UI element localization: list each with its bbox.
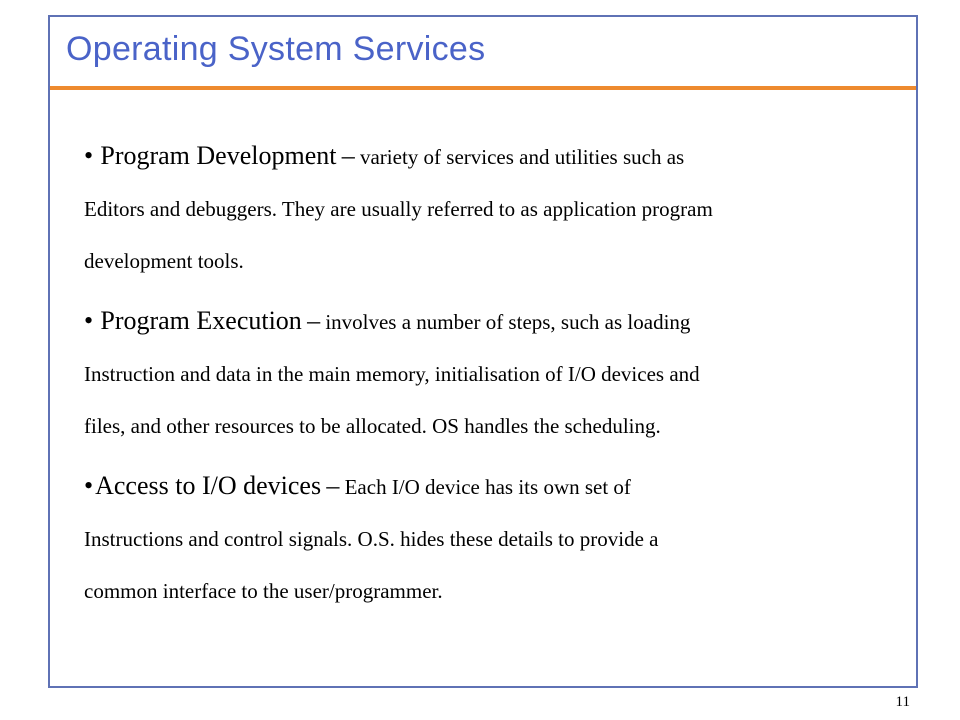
bullet-first-line [84, 295, 894, 348]
bullet-line: common interface to the user/programmer. [84, 579, 443, 603]
bullet-dash: – [341, 141, 355, 170]
bullet-program-development [84, 130, 894, 287]
bullet-access-io-devices [84, 460, 894, 617]
bullet-marker: • [84, 306, 94, 335]
slide-title: Operating System Services [66, 30, 486, 68]
bullet-marker: • [84, 471, 94, 500]
bullet-program-execution [84, 295, 894, 452]
page-number: 11 [895, 694, 910, 710]
bullet-marker: • [84, 141, 94, 170]
bullet-heading: Program Execution [100, 306, 302, 335]
bullet-heading: Program Development [100, 141, 337, 170]
bullet-text: involves a number of steps, such as loading [325, 310, 691, 334]
bullet-text: variety of services and utilities such as [359, 145, 685, 169]
bullet-text: Each I/O device has its own set of [344, 475, 631, 499]
title-underline [50, 86, 916, 90]
bullet-dash: – [307, 306, 321, 335]
slide-body [84, 130, 894, 625]
bullet-line: development tools. [84, 249, 244, 273]
bullet-dash: – [326, 471, 340, 500]
bullet-line: files, and other resources to be allocated. OS handles the scheduling. [84, 414, 661, 438]
bullet-first-line [84, 130, 894, 183]
bullet-line: Instruction and data in the main memory, initialisation of I/O devices and [84, 362, 700, 386]
bullet-line: Instructions and control signals. O.S. hides these details to provide a [84, 527, 659, 551]
bullet-first-line [84, 460, 894, 513]
bullet-line: Editors and debuggers. They are usually referred to as application program [84, 197, 713, 221]
bullet-heading: Access to I/O devices [95, 471, 322, 500]
